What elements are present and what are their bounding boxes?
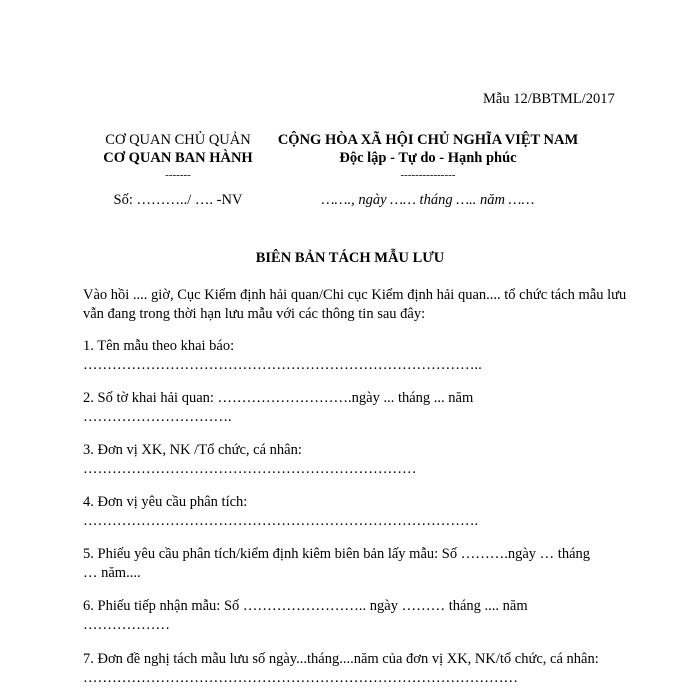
item-fill: …………………………………………………………… [83, 461, 417, 477]
item-label: 2. Số tờ khai hải quan: ……………………….ngày ... tháng ... năm [83, 390, 474, 406]
list-item [83, 493, 643, 531]
agency-parent: CƠ QUAN CHỦ QUẢN [105, 132, 251, 148]
intro-paragraph: Vào hồi .... giờ, Cục Kiểm định hải quan/Chi cục Kiểm định hải quan.... tổ chức tách mẫu lưu vẫn đang trong thời hạn lưu mẫu với các thông tin sau đây: [83, 287, 627, 322]
list-item [83, 597, 643, 635]
item-label: 5. Phiếu yêu cầu phân tích/kiểm định kiêm biên bản lấy mẫu: Số ……….ngày … tháng [83, 546, 591, 562]
list-item [83, 389, 643, 427]
document-title: BIÊN BẢN TÁCH MẪU LƯU [255, 250, 445, 266]
item-fill: … năm.... [83, 565, 141, 581]
agency-rule: ------- [165, 169, 191, 181]
list-item [83, 650, 643, 688]
item-fill: ………………………………………………………………………. [83, 513, 479, 529]
date-line: ……., ngày …… tháng ….. năm …… [321, 192, 535, 208]
item-fill: …………………………. [83, 409, 232, 425]
item-label: 3. Đơn vị XK, NK /Tổ chức, cá nhân: [83, 442, 302, 458]
item-label: 7. Đơn đề nghị tách mẫu lưu số ngày...tháng....năm của đơn vị XK, NK/tổ chức, cá nhân: [83, 651, 599, 667]
list-item [83, 545, 643, 583]
agency-issuer: CƠ QUAN BAN HÀNH [103, 150, 253, 166]
motto-rule: --------------- [400, 169, 456, 181]
list-item [83, 337, 643, 375]
form-code: Mẫu 12/BBTML/2017 [483, 91, 615, 107]
item-fill: ……………… [83, 617, 170, 633]
item-label: 6. Phiếu tiếp nhận mẫu: Số …………………….. ngày ……… tháng .... năm [83, 598, 528, 614]
item-label: 4. Đơn vị yêu cầu phân tích: [83, 494, 248, 510]
list-item [83, 441, 643, 479]
republic-heading: CỘNG HÒA XÃ HỘI CHỦ NGHĨA VIỆT NAM [277, 132, 579, 148]
motto: Độc lập - Tự do - Hạnh phúc [339, 150, 517, 166]
document-number: Số: ………../ …. -NV [113, 192, 243, 208]
item-fill: ……………………………………………………………………………… [83, 670, 518, 686]
item-fill: ……………………………………………………………………….. [83, 357, 482, 373]
item-label: 1. Tên mẫu theo khai báo: [83, 338, 235, 354]
